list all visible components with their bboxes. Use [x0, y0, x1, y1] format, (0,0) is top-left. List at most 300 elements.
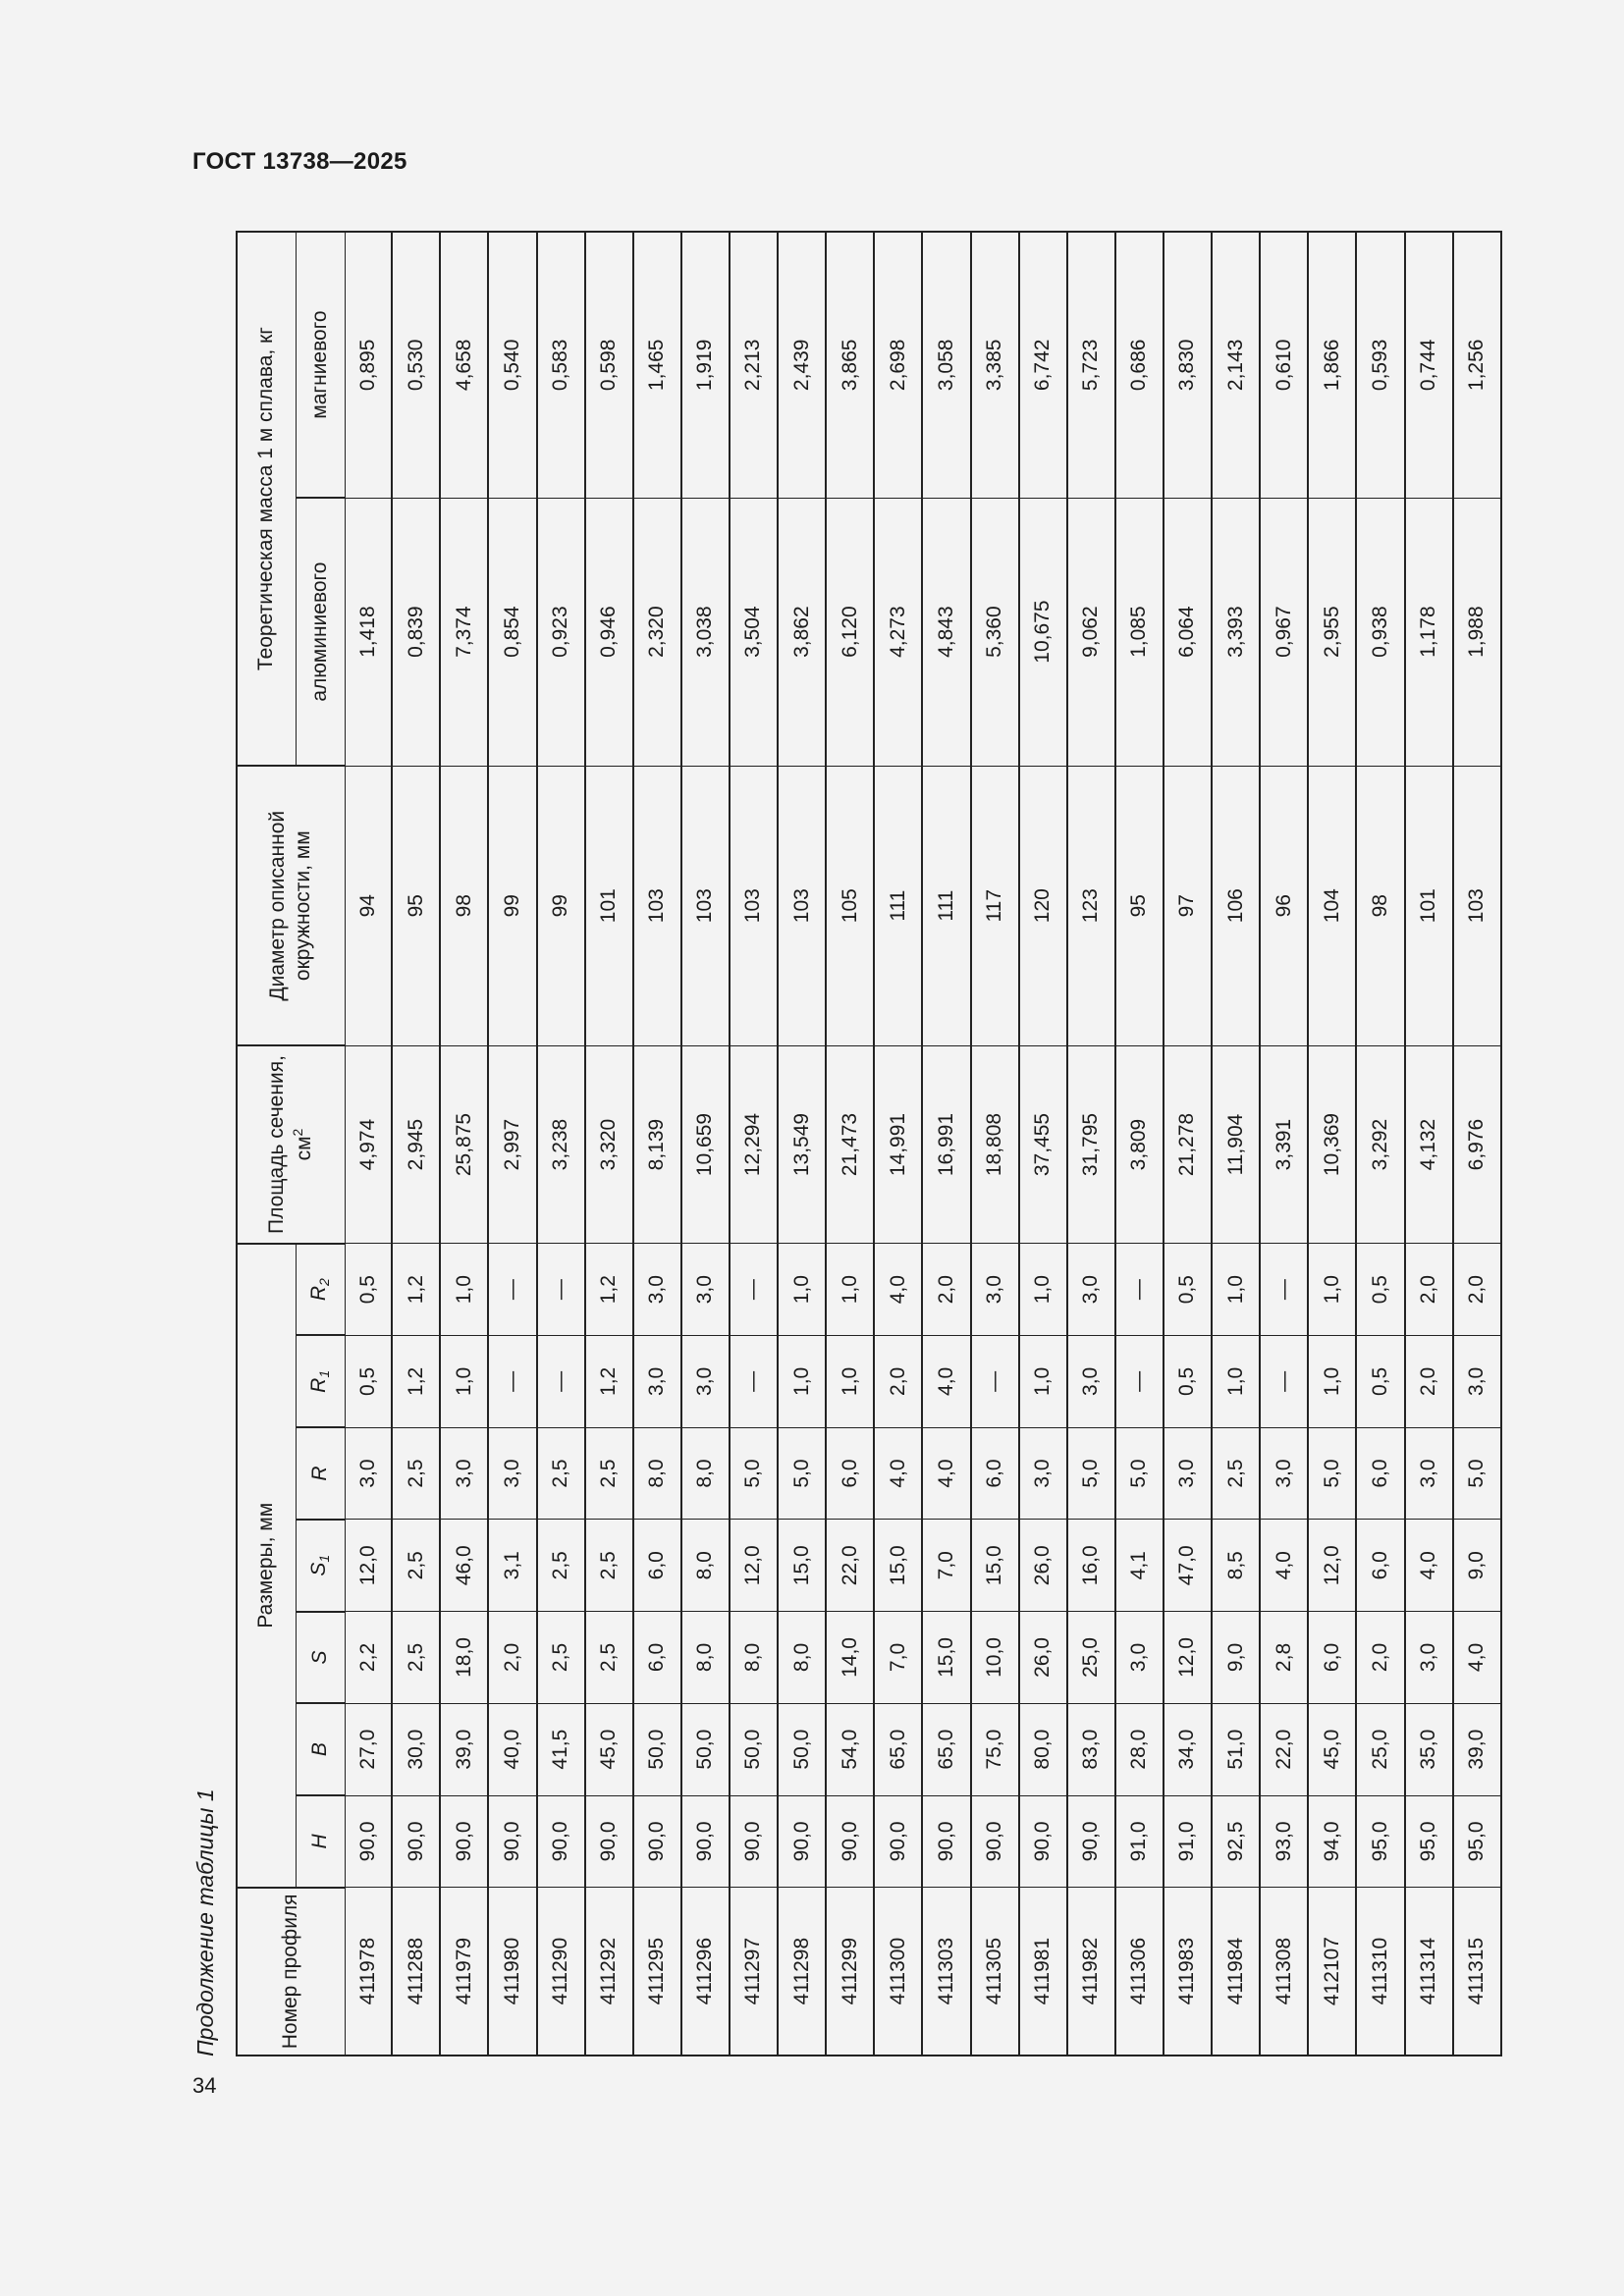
- cell-diameter: 99: [488, 766, 536, 1045]
- cell-S: 6,0: [1308, 1612, 1356, 1704]
- cell-R2: 1,0: [778, 1244, 826, 1336]
- cell-S1: 7,0: [922, 1520, 970, 1612]
- cell-S: 2,2: [345, 1612, 392, 1704]
- cell-area: 3,292: [1356, 1045, 1404, 1244]
- cell-B: 41,5: [537, 1703, 585, 1795]
- cell-S1: 2,5: [585, 1520, 633, 1612]
- table-row: [922, 232, 970, 2056]
- cell-area: 2,997: [488, 1045, 536, 1244]
- cell-R2: —: [488, 1244, 536, 1336]
- cell-R2: —: [537, 1244, 585, 1336]
- cell-mass-aluminum: 2,955: [1308, 498, 1356, 766]
- cell-R2: 3,0: [971, 1244, 1019, 1336]
- cell-R: 3,0: [1405, 1427, 1453, 1520]
- cell-mass-aluminum: 7,374: [440, 498, 488, 766]
- cell-H: 91,0: [1164, 1795, 1212, 1888]
- cell-mass-magnesium: 0,598: [585, 232, 633, 498]
- cell-H: 90,0: [585, 1795, 633, 1888]
- header-R2-letter: R: [307, 1285, 331, 1302]
- cell-S: 18,0: [440, 1612, 488, 1704]
- header-B: B: [296, 1703, 345, 1795]
- cell-R: 3,0: [1164, 1427, 1212, 1520]
- table-row: [585, 232, 633, 2056]
- cell-mass-aluminum: 0,839: [392, 498, 440, 766]
- profiles-table: [236, 231, 1502, 2056]
- cell-diameter: 123: [1067, 766, 1115, 1045]
- cell-diameter: 103: [778, 766, 826, 1045]
- cell-B: 51,0: [1212, 1703, 1260, 1795]
- cell-B: 50,0: [681, 1703, 730, 1795]
- cell-mass-aluminum: 6,120: [826, 498, 874, 766]
- cell-mass-aluminum: 3,038: [681, 498, 730, 766]
- cell-S1: 8,5: [1212, 1520, 1260, 1612]
- cell-mass-aluminum: 6,064: [1164, 498, 1212, 766]
- cell-profile-number: 411983: [1164, 1888, 1212, 2056]
- cell-R1: 1,0: [440, 1336, 488, 1428]
- cell-S1: 46,0: [440, 1520, 488, 1612]
- cell-S: 2,5: [392, 1612, 440, 1704]
- cell-R1: 1,2: [585, 1336, 633, 1428]
- cell-diameter: 120: [1019, 766, 1067, 1045]
- cell-area: 12,294: [730, 1045, 778, 1244]
- cell-S: 15,0: [922, 1612, 970, 1704]
- cell-S1: 9,0: [1453, 1520, 1501, 1612]
- cell-mass-aluminum: 10,675: [1019, 498, 1067, 766]
- cell-mass-magnesium: 1,256: [1453, 232, 1501, 498]
- cell-mass-aluminum: 3,504: [730, 498, 778, 766]
- cell-S: 2,5: [537, 1612, 585, 1704]
- table-row: [971, 232, 1019, 2056]
- cell-profile-number: 411296: [681, 1888, 730, 2056]
- cell-R2: 1,0: [1019, 1244, 1067, 1336]
- table-row: [345, 232, 392, 2056]
- cell-diameter: 98: [1356, 766, 1404, 1045]
- cell-H: 92,5: [1212, 1795, 1260, 1888]
- cell-R: 5,0: [1308, 1427, 1356, 1520]
- cell-diameter: 104: [1308, 766, 1356, 1045]
- cell-R2: 1,0: [440, 1244, 488, 1336]
- cell-profile-number: 411310: [1356, 1888, 1404, 2056]
- cell-mass-magnesium: 2,439: [778, 232, 826, 498]
- cell-R1: —: [971, 1336, 1019, 1428]
- cell-H: 91,0: [1115, 1795, 1164, 1888]
- cell-R: 3,0: [1019, 1427, 1067, 1520]
- table-body: [345, 232, 1501, 2056]
- cell-S1: 3,1: [488, 1520, 536, 1612]
- cell-B: 39,0: [440, 1703, 488, 1795]
- cell-diameter: 98: [440, 766, 488, 1045]
- header-R2: [296, 1244, 345, 1336]
- cell-H: 90,0: [778, 1795, 826, 1888]
- cell-mass-magnesium: 4,658: [440, 232, 488, 498]
- cell-R2: 1,2: [585, 1244, 633, 1336]
- cell-R2: —: [1260, 1244, 1308, 1336]
- cell-R1: 4,0: [922, 1336, 970, 1428]
- table-row: [1260, 232, 1308, 2056]
- cell-profile-number: 411314: [1405, 1888, 1453, 2056]
- cell-mass-magnesium: 0,686: [1115, 232, 1164, 498]
- cell-profile-number: 411306: [1115, 1888, 1164, 2056]
- table-row: [1164, 232, 1212, 2056]
- cell-diameter: 103: [681, 766, 730, 1045]
- cell-R1: 3,0: [633, 1336, 681, 1428]
- table-row: [633, 232, 681, 2056]
- cell-B: 40,0: [488, 1703, 536, 1795]
- cell-profile-number: 411292: [585, 1888, 633, 2056]
- cell-B: 54,0: [826, 1703, 874, 1795]
- cell-B: 65,0: [922, 1703, 970, 1795]
- cell-H: 90,0: [971, 1795, 1019, 1888]
- table-row: [1405, 232, 1453, 2056]
- cell-profile-number: 411299: [826, 1888, 874, 2056]
- header-S: S: [296, 1612, 345, 1704]
- cell-R1: —: [488, 1336, 536, 1428]
- cell-H: 90,0: [681, 1795, 730, 1888]
- cell-R2: 4,0: [874, 1244, 922, 1336]
- cell-R: 5,0: [1453, 1427, 1501, 1520]
- cell-mass-magnesium: 2,213: [730, 232, 778, 498]
- cell-R: 3,0: [488, 1427, 536, 1520]
- cell-R1: —: [537, 1336, 585, 1428]
- cell-area: 4,974: [345, 1045, 392, 1244]
- cell-mass-magnesium: 2,143: [1212, 232, 1260, 498]
- cell-S: 8,0: [730, 1612, 778, 1704]
- cell-S: 12,0: [1164, 1612, 1212, 1704]
- cell-H: 95,0: [1453, 1795, 1501, 1888]
- cell-area: 4,132: [1405, 1045, 1453, 1244]
- cell-R1: 1,0: [778, 1336, 826, 1428]
- cell-H: 90,0: [874, 1795, 922, 1888]
- header-area-sup: 2: [290, 1128, 306, 1137]
- cell-profile-number: 411298: [778, 1888, 826, 2056]
- cell-area: 16,991: [922, 1045, 970, 1244]
- cell-R: 4,0: [922, 1427, 970, 1520]
- table-row: [537, 232, 585, 2056]
- cell-mass-magnesium: 0,583: [537, 232, 585, 498]
- cell-H: 90,0: [1067, 1795, 1115, 1888]
- cell-R1: 3,0: [681, 1336, 730, 1428]
- page-number: 34: [192, 2073, 217, 2098]
- cell-area: 2,945: [392, 1045, 440, 1244]
- cell-S: 2,0: [1356, 1612, 1404, 1704]
- cell-B: 30,0: [392, 1703, 440, 1795]
- cell-area: 8,139: [633, 1045, 681, 1244]
- cell-S: 2,0: [488, 1612, 536, 1704]
- table-row: [730, 232, 778, 2056]
- cell-S1: 12,0: [730, 1520, 778, 1612]
- table-row: [1212, 232, 1260, 2056]
- cell-H: 90,0: [826, 1795, 874, 1888]
- cell-area: 6,976: [1453, 1045, 1501, 1244]
- cell-mass-magnesium: 0,593: [1356, 232, 1404, 498]
- cell-area: 10,369: [1308, 1045, 1356, 1244]
- cell-S1: 26,0: [1019, 1520, 1067, 1612]
- table-row: [778, 232, 826, 2056]
- cell-mass-magnesium: 1,866: [1308, 232, 1356, 498]
- header-R1-letter: R: [307, 1377, 331, 1393]
- cell-R2: 1,2: [392, 1244, 440, 1336]
- cell-R2: 1,0: [1212, 1244, 1260, 1336]
- header-area-text: Площадь сечения, см: [265, 1055, 316, 1234]
- cell-profile-number: 411984: [1212, 1888, 1260, 2056]
- cell-mass-aluminum: 9,062: [1067, 498, 1115, 766]
- cell-profile-number: 411979: [440, 1888, 488, 2056]
- cell-S1: 16,0: [1067, 1520, 1115, 1612]
- cell-R2: 1,0: [826, 1244, 874, 1336]
- cell-R2: 3,0: [681, 1244, 730, 1336]
- cell-profile-number: 412107: [1308, 1888, 1356, 2056]
- cell-R1: —: [1115, 1336, 1164, 1428]
- cell-R1: 2,0: [1405, 1336, 1453, 1428]
- cell-S: 3,0: [1115, 1612, 1164, 1704]
- header-magnesium: магниевого: [296, 232, 345, 498]
- cell-R2: —: [1115, 1244, 1164, 1336]
- cell-R2: 1,0: [1308, 1244, 1356, 1336]
- cell-area: 25,875: [440, 1045, 488, 1244]
- cell-B: 45,0: [1308, 1703, 1356, 1795]
- cell-diameter: 95: [1115, 766, 1164, 1045]
- cell-diameter: 103: [633, 766, 681, 1045]
- cell-profile-number: 411300: [874, 1888, 922, 2056]
- cell-area: 21,278: [1164, 1045, 1212, 1244]
- cell-diameter: 99: [537, 766, 585, 1045]
- cell-H: 90,0: [440, 1795, 488, 1888]
- cell-R1: 1,0: [1019, 1336, 1067, 1428]
- cell-S1: 15,0: [778, 1520, 826, 1612]
- header-R1-index: 1: [316, 1369, 333, 1378]
- cell-profile-number: 411288: [392, 1888, 440, 2056]
- cell-diameter: 95: [392, 766, 440, 1045]
- cell-profile-number: 411982: [1067, 1888, 1115, 2056]
- cell-S1: 6,0: [1356, 1520, 1404, 1612]
- cell-diameter: 94: [345, 766, 392, 1045]
- cell-mass-magnesium: 2,698: [874, 232, 922, 498]
- cell-diameter: 106: [1212, 766, 1260, 1045]
- table-row: [1019, 232, 1067, 2056]
- cell-R: 6,0: [1356, 1427, 1404, 1520]
- cell-S: 14,0: [826, 1612, 874, 1704]
- header-mass: Теоретическая масса 1 м сплава, кг: [237, 232, 296, 766]
- cell-S: 2,8: [1260, 1612, 1308, 1704]
- cell-mass-aluminum: 0,854: [488, 498, 536, 766]
- cell-S1: 4,0: [1260, 1520, 1308, 1612]
- cell-area: 31,795: [1067, 1045, 1115, 1244]
- cell-mass-magnesium: 3,865: [826, 232, 874, 498]
- cell-mass-aluminum: 2,320: [633, 498, 681, 766]
- cell-R1: 3,0: [1453, 1336, 1501, 1428]
- cell-S1: 2,5: [537, 1520, 585, 1612]
- header-aluminum: алюминиевого: [296, 498, 345, 766]
- cell-S: 9,0: [1212, 1612, 1260, 1704]
- cell-area: 13,549: [778, 1045, 826, 1244]
- cell-mass-magnesium: 5,723: [1067, 232, 1115, 498]
- cell-R: 3,0: [1260, 1427, 1308, 1520]
- cell-R: 2,5: [537, 1427, 585, 1520]
- cell-S: 6,0: [633, 1612, 681, 1704]
- cell-R2: 2,0: [1453, 1244, 1501, 1336]
- cell-S1: 22,0: [826, 1520, 874, 1612]
- cell-R1: 1,0: [826, 1336, 874, 1428]
- cell-R: 6,0: [971, 1427, 1019, 1520]
- cell-profile-number: 411315: [1453, 1888, 1501, 2056]
- cell-mass-magnesium: 0,540: [488, 232, 536, 498]
- cell-B: 34,0: [1164, 1703, 1212, 1795]
- cell-S1: 12,0: [1308, 1520, 1356, 1612]
- cell-profile-number: 411978: [345, 1888, 392, 2056]
- cell-S1: 2,5: [392, 1520, 440, 1612]
- cell-R1: 1,0: [1308, 1336, 1356, 1428]
- cell-R2: 3,0: [1067, 1244, 1115, 1336]
- cell-area: 3,238: [537, 1045, 585, 1244]
- cell-B: 83,0: [1067, 1703, 1115, 1795]
- cell-R: 3,0: [440, 1427, 488, 1520]
- header-S1-index: 1: [316, 1554, 333, 1563]
- cell-R: 4,0: [874, 1427, 922, 1520]
- cell-R2: 2,0: [1405, 1244, 1453, 1336]
- table-row: [1067, 232, 1115, 2056]
- header-R: R: [296, 1427, 345, 1520]
- cell-profile-number: 411308: [1260, 1888, 1308, 2056]
- cell-S1: 4,0: [1405, 1520, 1453, 1612]
- cell-B: 25,0: [1356, 1703, 1404, 1795]
- cell-diameter: 111: [922, 766, 970, 1045]
- cell-B: 35,0: [1405, 1703, 1453, 1795]
- cell-H: 93,0: [1260, 1795, 1308, 1888]
- page-header-title: ГОСТ 13738—2025: [192, 148, 407, 175]
- cell-diameter: 105: [826, 766, 874, 1045]
- cell-profile-number: 411305: [971, 1888, 1019, 2056]
- cell-R: 3,0: [345, 1427, 392, 1520]
- table-row: [392, 232, 440, 2056]
- cell-diameter: 117: [971, 766, 1019, 1045]
- cell-profile-number: 411980: [488, 1888, 536, 2056]
- cell-R: 6,0: [826, 1427, 874, 1520]
- cell-S: 4,0: [1453, 1612, 1501, 1704]
- cell-area: 11,904: [1212, 1045, 1260, 1244]
- cell-mass-aluminum: 5,360: [971, 498, 1019, 766]
- cell-B: 39,0: [1453, 1703, 1501, 1795]
- cell-mass-aluminum: 1,085: [1115, 498, 1164, 766]
- cell-B: 50,0: [633, 1703, 681, 1795]
- cell-mass-aluminum: 0,923: [537, 498, 585, 766]
- cell-profile-number: 411290: [537, 1888, 585, 2056]
- cell-mass-magnesium: 0,895: [345, 232, 392, 498]
- cell-R: 8,0: [681, 1427, 730, 1520]
- header-R2-index: 2: [316, 1278, 333, 1286]
- cell-R: 8,0: [633, 1427, 681, 1520]
- rotated-table-wrapper: [236, 231, 1502, 2056]
- header-S1: [296, 1520, 345, 1612]
- cell-profile-number: 411297: [730, 1888, 778, 2056]
- table-row: [1115, 232, 1164, 2056]
- cell-diameter: 103: [730, 766, 778, 1045]
- cell-R2: 2,0: [922, 1244, 970, 1336]
- cell-H: 94,0: [1308, 1795, 1356, 1888]
- cell-mass-aluminum: 0,946: [585, 498, 633, 766]
- cell-R2: 0,5: [345, 1244, 392, 1336]
- header-diameter: Диаметр описанной окружности, мм: [237, 766, 345, 1045]
- cell-R1: 0,5: [1356, 1336, 1404, 1428]
- table-row: [1356, 232, 1404, 2056]
- cell-mass-magnesium: 0,610: [1260, 232, 1308, 498]
- cell-diameter: 97: [1164, 766, 1212, 1045]
- cell-mass-magnesium: 0,744: [1405, 232, 1453, 498]
- cell-area: 3,320: [585, 1045, 633, 1244]
- cell-area: 10,659: [681, 1045, 730, 1244]
- cell-mass-magnesium: 3,830: [1164, 232, 1212, 498]
- cell-mass-aluminum: 3,393: [1212, 498, 1260, 766]
- cell-mass-magnesium: 3,385: [971, 232, 1019, 498]
- cell-mass-magnesium: 1,919: [681, 232, 730, 498]
- cell-S: 2,5: [585, 1612, 633, 1704]
- cell-profile-number: 411295: [633, 1888, 681, 2056]
- cell-R1: —: [730, 1336, 778, 1428]
- table-row: [681, 232, 730, 2056]
- header-R1: [296, 1336, 345, 1428]
- table-caption: Продолжение таблицы 1: [192, 1789, 218, 2056]
- cell-S1: 15,0: [971, 1520, 1019, 1612]
- cell-S1: 12,0: [345, 1520, 392, 1612]
- cell-area: 3,391: [1260, 1045, 1308, 1244]
- cell-H: 90,0: [345, 1795, 392, 1888]
- cell-diameter: 111: [874, 766, 922, 1045]
- cell-diameter: 101: [585, 766, 633, 1045]
- cell-R1: —: [1260, 1336, 1308, 1428]
- cell-mass-aluminum: 3,862: [778, 498, 826, 766]
- table-row: [440, 232, 488, 2056]
- cell-mass-magnesium: 6,742: [1019, 232, 1067, 498]
- cell-S: 7,0: [874, 1612, 922, 1704]
- cell-R1: 1,2: [392, 1336, 440, 1428]
- cell-B: 28,0: [1115, 1703, 1164, 1795]
- table-row: [488, 232, 536, 2056]
- cell-diameter: 101: [1405, 766, 1453, 1045]
- cell-mass-magnesium: 1,465: [633, 232, 681, 498]
- cell-diameter: 96: [1260, 766, 1308, 1045]
- cell-R1: 0,5: [345, 1336, 392, 1428]
- cell-B: 80,0: [1019, 1703, 1067, 1795]
- cell-R1: 2,0: [874, 1336, 922, 1428]
- cell-mass-aluminum: 4,273: [874, 498, 922, 766]
- header-profile-number: Номер профиля: [237, 1888, 345, 2056]
- cell-H: 95,0: [1356, 1795, 1404, 1888]
- cell-mass-aluminum: 4,843: [922, 498, 970, 766]
- cell-R2: 0,5: [1356, 1244, 1404, 1336]
- table-row: [826, 232, 874, 2056]
- cell-area: 3,809: [1115, 1045, 1164, 1244]
- cell-B: 27,0: [345, 1703, 392, 1795]
- cell-S1: 47,0: [1164, 1520, 1212, 1612]
- table-row: [1453, 232, 1501, 2056]
- cell-H: 90,0: [537, 1795, 585, 1888]
- cell-area: 37,455: [1019, 1045, 1067, 1244]
- header-sizes: Размеры, мм: [237, 1244, 296, 1888]
- cell-S: 8,0: [681, 1612, 730, 1704]
- cell-H: 90,0: [488, 1795, 536, 1888]
- cell-S: 25,0: [1067, 1612, 1115, 1704]
- cell-mass-aluminum: 1,418: [345, 498, 392, 766]
- cell-area: 14,991: [874, 1045, 922, 1244]
- header-H: H: [296, 1795, 345, 1888]
- cell-H: 90,0: [922, 1795, 970, 1888]
- header-area: [237, 1045, 345, 1244]
- cell-B: 75,0: [971, 1703, 1019, 1795]
- table-row: [874, 232, 922, 2056]
- cell-H: 90,0: [730, 1795, 778, 1888]
- cell-mass-aluminum: 1,988: [1453, 498, 1501, 766]
- cell-R: 2,5: [1212, 1427, 1260, 1520]
- cell-R2: —: [730, 1244, 778, 1336]
